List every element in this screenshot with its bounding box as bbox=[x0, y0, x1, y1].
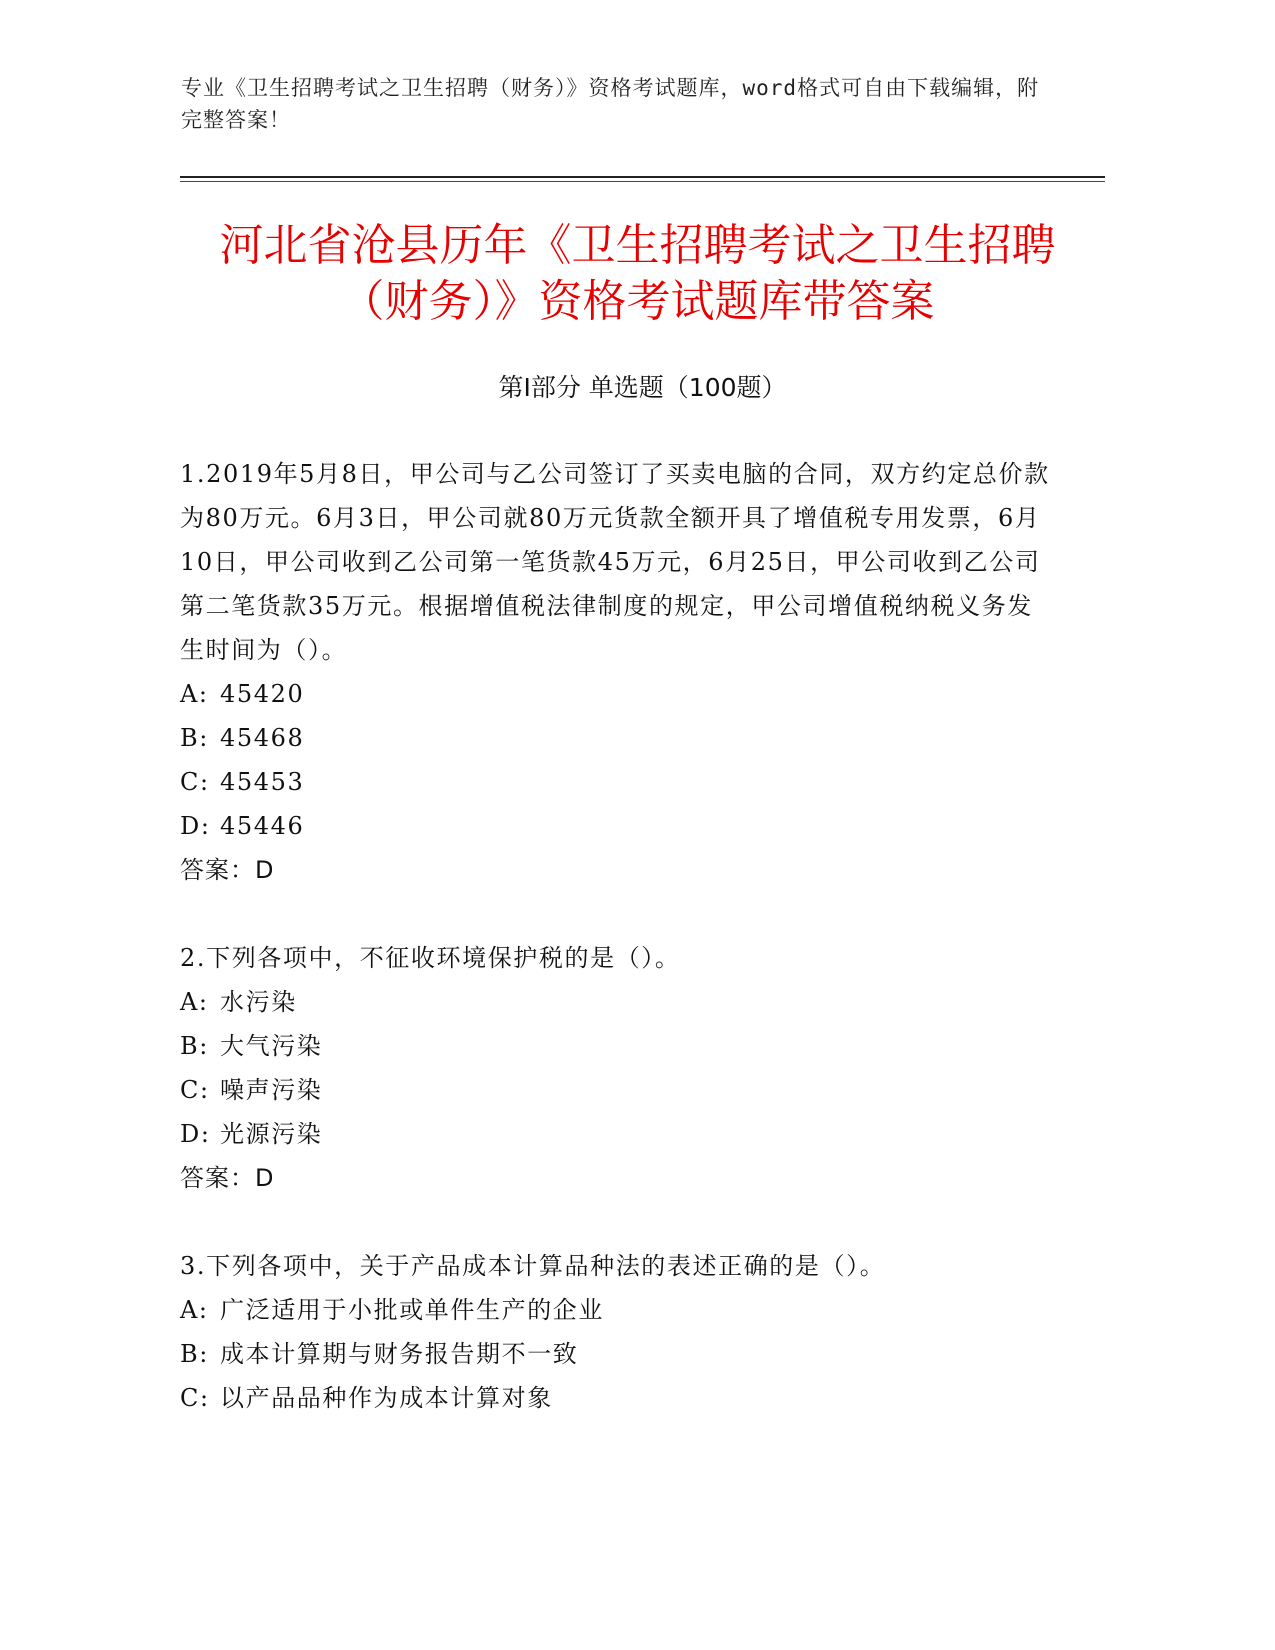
option-text: 45446 bbox=[220, 812, 305, 840]
option-text: 水污染 bbox=[220, 988, 297, 1016]
option-text: 45468 bbox=[220, 724, 305, 752]
option-d bbox=[180, 804, 1050, 848]
question-stem: 2.下列各项中，不征收环境保护税的是（）。 bbox=[180, 944, 681, 972]
page-title-line-1: 河北省沧县历年《卫生招聘考试之卫生招聘 bbox=[219, 220, 1056, 271]
option-text: 光源污染 bbox=[220, 1120, 323, 1148]
option-letter: A: bbox=[180, 1296, 209, 1324]
option-letter: C: bbox=[180, 1076, 210, 1104]
option-text: 45453 bbox=[220, 768, 305, 796]
option-b bbox=[180, 716, 1050, 760]
option-b bbox=[180, 1332, 1050, 1376]
option-c bbox=[180, 1068, 1050, 1112]
header-divider-thick bbox=[180, 176, 1105, 178]
option-a bbox=[180, 1288, 1050, 1332]
page-title-line-2: （财务）》资格考试题库带答案 bbox=[340, 276, 935, 327]
option-text: 以产品品种作为成本计算对象 bbox=[220, 1384, 553, 1412]
option-text: 大气污染 bbox=[220, 1032, 323, 1060]
option-a bbox=[180, 672, 1050, 716]
question-stem: 3.下列各项中，关于产品成本计算品种法的表述正确的是（）。 bbox=[180, 1252, 886, 1280]
option-text: 45420 bbox=[220, 680, 305, 708]
option-b bbox=[180, 1024, 1050, 1068]
answer-line: 答案：D bbox=[180, 856, 275, 884]
option-text: 广泛适用于小批或单件生产的企业 bbox=[220, 1296, 604, 1324]
question-list bbox=[180, 452, 1050, 1464]
option-letter: D: bbox=[180, 1120, 211, 1148]
header-divider-thin bbox=[180, 181, 1105, 182]
question-1 bbox=[180, 452, 1050, 892]
option-letter: A: bbox=[180, 988, 209, 1016]
question-2 bbox=[180, 936, 1050, 1200]
page-title bbox=[150, 218, 1125, 330]
option-d bbox=[180, 1112, 1050, 1156]
question-stem: 1.2019年5月8日，甲公司与乙公司签订了买卖电脑的合同，双方约定总价款为80万元。6月3日，甲公司就80万元货款全额开具了增值税专用发票，6月10日，甲公司收到乙公司第一笔货款45万元，6月25日，甲公司收到乙公司第二笔货款35万元。根据增值税法律制度的规定，甲公司增值税纳税义务发生时间为（）。 bbox=[180, 460, 1050, 664]
option-letter: C: bbox=[180, 1384, 210, 1412]
option-text: 成本计算期与财务报告期不一致 bbox=[220, 1340, 579, 1368]
option-text: 噪声污染 bbox=[220, 1076, 323, 1104]
option-c bbox=[180, 1376, 1050, 1420]
option-a bbox=[180, 980, 1050, 1024]
option-c bbox=[180, 760, 1050, 804]
option-letter: C: bbox=[180, 768, 210, 796]
option-letter: D: bbox=[180, 812, 211, 840]
section-title: 第Ⅰ部分 单选题（100题） bbox=[498, 373, 787, 402]
header-note: 专业《卫生招聘考试之卫生招聘（财务）》资格考试题库，word格式可自由下载编辑，附完整答案！ bbox=[181, 76, 1040, 132]
option-letter: A: bbox=[180, 680, 209, 708]
question-3 bbox=[180, 1244, 1050, 1420]
option-letter: B: bbox=[180, 1032, 209, 1060]
answer-line: 答案：D bbox=[180, 1164, 275, 1192]
option-letter: B: bbox=[180, 1340, 209, 1368]
option-letter: B: bbox=[180, 724, 209, 752]
